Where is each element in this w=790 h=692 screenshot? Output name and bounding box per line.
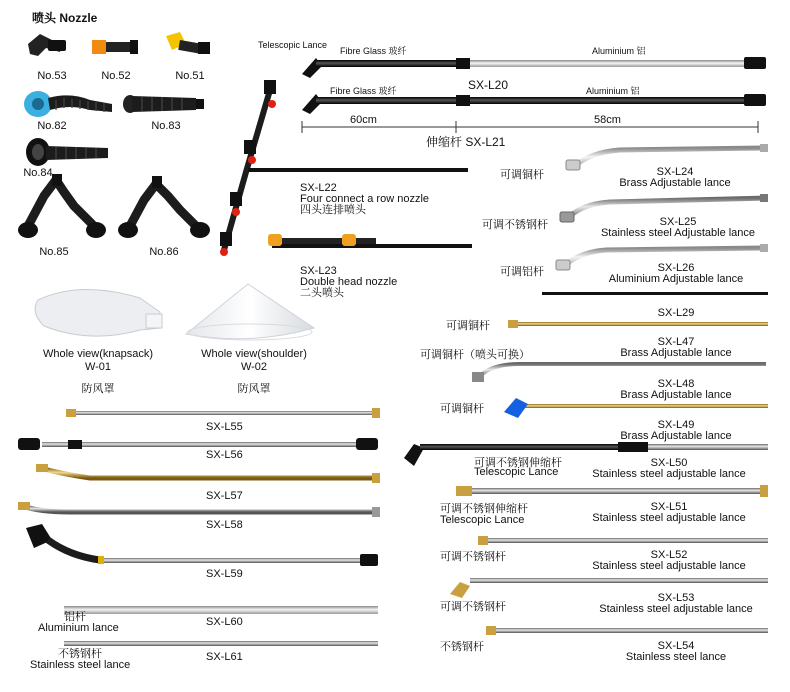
lance-cn: 可调铝杆 [500,266,544,278]
lance-code: SX-L52 [650,549,688,561]
lance-l56 [18,438,378,450]
lance-desc: Brass Adjustable lance [619,177,731,189]
view-code: W-01 [84,361,112,373]
double-head-nozzle-l23 [268,234,472,248]
lance-code: SX-L26 [657,262,695,274]
dimension-right: 58cm [594,114,621,126]
view-name: Whole view(shoulder) [201,348,307,360]
lance-desc: Stainless steel adjustable lance [592,468,746,480]
lance-code: SX-L53 [657,592,695,604]
shoulder-shield-cone [186,284,314,340]
knapsack-shield [35,289,162,336]
lance-desc-cn: 四头连排喷头 [300,204,366,216]
lance-cn: 不锈钢杆 [440,641,484,653]
nozzle-label: No.84 [23,167,53,179]
lance-desc: Stainless steel adjustable lance [599,603,753,615]
section-title: 喷头 Nozzle [32,11,98,25]
lance-l52 [478,536,768,545]
lance-cn: 可调铜杆（喷头可换） [420,349,530,361]
lance-l48-49 [504,398,768,418]
lance-cn: 可调不锈钢杆 [440,551,506,563]
lance-desc: Aluminium lance [38,622,119,634]
nozzle-52 [92,40,138,54]
lance-code: SX-L56 [206,449,243,461]
nozzle-82 [24,91,112,117]
fibre-glass-label: Fibre Glass 玻纤 [330,86,397,96]
lance-code: SX-L20 [468,78,509,92]
nozzle-label: No.53 [37,70,67,82]
lance-l58 [18,502,380,517]
telescopic-lance-l21 [302,94,766,114]
nozzle-label: No.85 [39,246,69,258]
lance-desc: Stainless steel Adjustable lance [600,227,756,239]
lance-desc: Stainless steel lance [30,659,131,671]
lance-cn: 可调不锈钢伸缩杆 [440,503,528,515]
nozzle-85 [18,174,106,238]
lance-code: SX-L29 [657,307,695,319]
aluminium-label: Aluminium 铝 [592,46,646,56]
lance-desc: Brass Adjustable lance [620,430,732,442]
aluminium-label: Aluminium 铝 [586,86,640,96]
lance-code: SX-L49 [657,419,695,431]
lance-code: SX-L55 [206,421,243,433]
lance-cn2: Telescopic Lance [474,466,559,478]
nozzle-label: No.83 [151,120,181,132]
nozzle-86 [118,176,210,238]
lance-l61 [64,641,378,646]
lance-l54 [486,626,768,635]
dimension-left: 60cm [350,114,377,126]
lance-code: 伸缩杆 SX-L21 [426,135,506,149]
telescopic-title: Telescopic Lance [258,40,328,50]
fibre-glass-label: Fibre Glass 玻纤 [340,46,407,56]
lance-code: SX-L61 [206,651,243,663]
lance-code: SX-L47 [657,336,695,348]
lance-desc: Brass Adjustable lance [620,389,732,401]
lance-code: SX-L50 [650,457,688,469]
nozzle-83 [123,95,204,113]
lance-code: SX-L23 [300,265,337,277]
lance-code: SX-L48 [657,378,695,390]
lance-cn: 铝杆 [64,611,86,623]
view-code: W-02 [240,361,268,373]
lance-desc: Aluminium Adjustable lance [608,273,744,285]
lance-l51 [456,485,768,497]
nozzle-51 [166,32,210,54]
lance-cn: 可调铜杆 [500,169,544,181]
nozzle-label: No.86 [149,246,179,258]
telescopic-lance-l20 [302,57,766,78]
lance-code: SX-L58 [206,519,243,531]
lance-desc: Stainless steel adjustable lance [592,560,746,572]
lance-l55 [66,408,380,418]
lance-cn: 可调不锈钢杆 [482,219,548,231]
nozzle-53 [28,34,66,56]
nozzle-label: No.52 [101,70,131,82]
lance-cn: 可调铜杆 [440,403,484,415]
lance-cn2: Telescopic Lance [440,514,525,526]
lance-code: SX-L60 [206,616,243,628]
lance-code: SX-L54 [657,640,695,652]
lance-cn: 可调不锈钢杆 [440,601,506,613]
lance-desc: Double head nozzle [300,276,398,288]
four-nozzle-boom-l22 [220,80,468,256]
view-cn: 防风罩 [237,383,271,395]
lance-code: SX-L25 [659,216,697,228]
lance-code: SX-L59 [206,568,243,580]
view-cn: 防风罩 [81,383,115,395]
nozzle-label: No.82 [37,120,67,132]
lance-code: SX-L57 [206,490,243,502]
lance-code: SX-L22 [300,182,337,194]
lance-desc-cn: 二头喷头 [300,287,344,299]
lance-l29 [508,320,768,328]
lance-desc: Brass Adjustable lance [620,347,732,359]
lance-cn: 不锈钢杆 [58,648,102,660]
lance-l59 [26,524,378,566]
lance-cn: 可调不锈钢伸缩杆 [474,457,562,469]
lance-l60 [64,606,378,614]
divider-line [542,292,768,295]
nozzle-label: No.51 [175,70,205,82]
view-name: Whole view(knapsack) [42,348,154,360]
lance-cn: 可调铜杆 [446,320,490,332]
lance-desc: Stainless steel adjustable lance [592,512,746,524]
lance-code: SX-L51 [650,501,688,513]
lance-l57 [36,464,380,483]
nozzle-84 [26,138,108,166]
lance-code: SX-L24 [656,166,694,178]
lance-desc: Stainless steel lance [625,651,727,663]
lance-desc: Four connect a row nozzle [300,193,430,205]
